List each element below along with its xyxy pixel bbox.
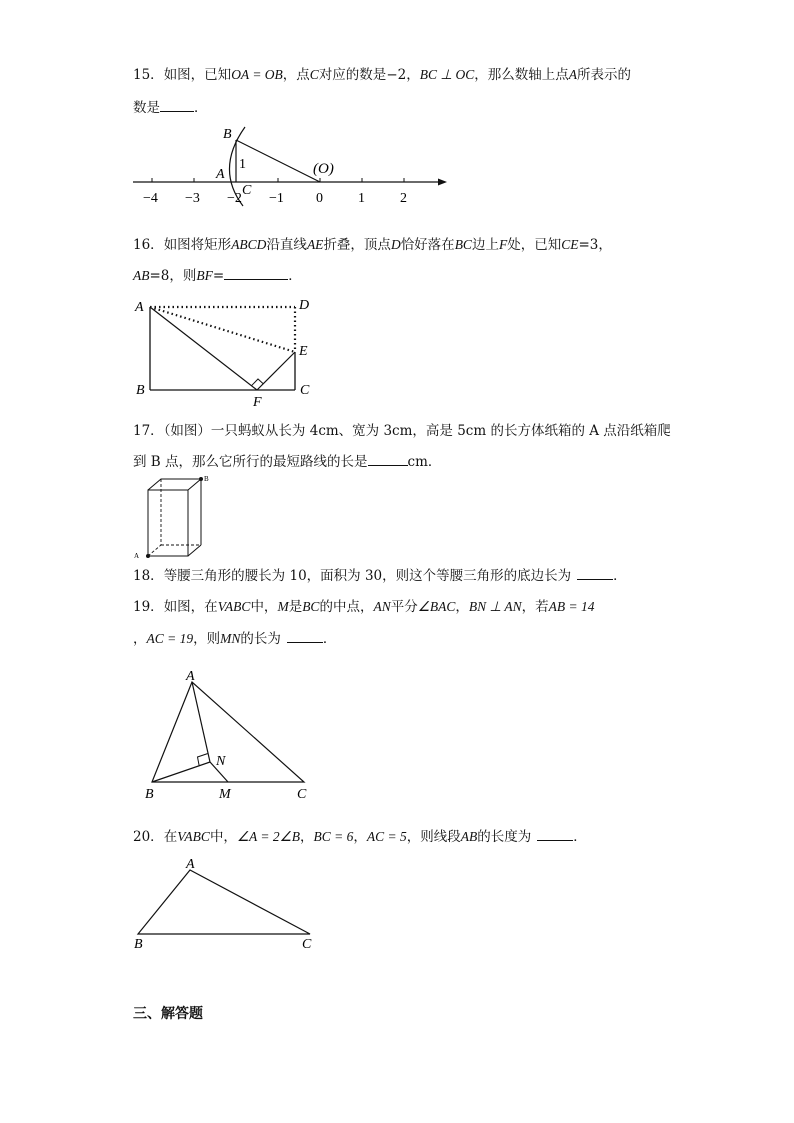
q16-var: BC	[454, 237, 472, 252]
q18-text: 等腰三角形的腰长为 10，面积为 30，则这个等腰三角形的底边长为	[163, 568, 572, 584]
dotted-ae	[150, 307, 295, 352]
q19-var: ∠BAC	[417, 599, 456, 614]
label-b: B	[204, 475, 209, 483]
q16-text: 边上	[471, 237, 499, 253]
label-m: M	[219, 787, 231, 802]
top-face	[148, 479, 201, 490]
q20-var: BC = 6	[313, 829, 354, 844]
tick-label: −4	[143, 191, 158, 206]
q16-text: 处，已知	[507, 237, 562, 253]
label-c: C	[297, 787, 307, 802]
q19-text: 平分	[390, 599, 418, 615]
q15-text: 所表示的	[576, 67, 631, 83]
q19-var: BN ⊥ AN	[468, 599, 522, 614]
q15-text: 对应的数是	[318, 67, 387, 83]
q18-text: ．	[613, 568, 627, 584]
q20-var: AC = 5	[366, 829, 407, 844]
q16-text: 沿直线	[266, 237, 307, 253]
q18-answer-blank[interactable]	[577, 567, 613, 580]
q20-text: ，	[353, 829, 367, 845]
q16-var: AB	[133, 268, 150, 283]
q19-text: ，	[455, 599, 469, 615]
q20-text: ，则线段	[406, 829, 461, 845]
label-b: B	[134, 937, 143, 952]
tick-label: −2	[227, 191, 242, 206]
q19-text-line1	[133, 598, 594, 616]
segment-fe	[257, 352, 295, 390]
label-o: (O)	[313, 161, 334, 177]
q20-triangle-figure	[130, 852, 320, 952]
q19-var: M	[277, 599, 289, 614]
q17-text: cm．	[407, 454, 442, 470]
q19-text: ，	[133, 631, 147, 647]
bottom-right-edge	[188, 545, 201, 556]
label-b: B	[136, 383, 145, 398]
q19-var: AN	[373, 599, 391, 614]
tick-label: 0	[316, 191, 323, 206]
q19-text: ．	[322, 631, 337, 647]
q16-text: 如图将矩形	[163, 237, 232, 253]
q20-var: ∠A = 2∠B	[236, 829, 301, 844]
q16-text: 恰好落在	[400, 237, 455, 253]
q15-number-line-figure	[125, 124, 455, 208]
label-a: A	[134, 552, 140, 560]
q16-answer-blank[interactable]	[224, 267, 288, 280]
q20-answer-blank[interactable]	[537, 828, 573, 841]
hidden-edge	[148, 545, 161, 556]
label-a: A	[186, 669, 195, 684]
label-a: A	[216, 167, 225, 182]
q20-text: 在	[163, 829, 178, 845]
q15-text: ，那么数轴上点	[474, 67, 569, 83]
q17-cuboid-figure	[128, 474, 218, 562]
q15-number: 15．	[133, 67, 164, 83]
label-e: E	[299, 344, 308, 359]
triangle-abc	[152, 682, 304, 782]
tick-label: 2	[400, 191, 407, 206]
label-n: N	[216, 754, 226, 769]
q15-var: A	[568, 67, 577, 82]
q20-text: ．	[573, 829, 587, 845]
segment-an	[192, 682, 210, 762]
q19-text: 如图，在	[163, 599, 218, 615]
label-a: A	[135, 300, 144, 315]
q20-var: VABC	[177, 829, 210, 844]
q20-text: 的长度为	[477, 829, 532, 845]
q19-number: 19．	[133, 599, 164, 615]
q16-var: BF	[196, 268, 213, 283]
tick-label: −3	[185, 191, 200, 206]
q18-text-line	[133, 567, 627, 585]
q15-condition-oa-ob: OA = OB	[231, 67, 283, 82]
q19-text-line2	[133, 630, 336, 648]
segment-bn	[152, 762, 210, 782]
front-face	[148, 490, 188, 556]
q15-value: −2	[386, 67, 407, 83]
q17-text-line2	[133, 453, 441, 471]
segment-bo	[236, 140, 320, 182]
q19-triangle-figure	[140, 668, 320, 806]
tick-label: 1	[358, 191, 365, 206]
q20-text-line	[133, 828, 587, 846]
q15-text: 如图，已知	[163, 67, 232, 83]
q20-number: 20．	[133, 829, 164, 845]
label-b: B	[223, 127, 232, 142]
tick-label: −1	[269, 191, 284, 206]
q20-text: ，	[300, 829, 314, 845]
q16-text: =3，	[578, 237, 612, 253]
q18-number: 18．	[133, 568, 164, 584]
label-b: B	[145, 787, 154, 802]
point-b	[199, 477, 203, 481]
q16-var: CE	[561, 237, 579, 252]
q15-var: C	[309, 67, 319, 82]
q16-text: =8，则	[149, 268, 197, 284]
axis-arrow	[438, 179, 447, 186]
q16-rectangle-fold-figure	[130, 292, 320, 410]
q17-number: 17．	[133, 423, 164, 439]
q16-var: AE	[306, 237, 324, 252]
q19-text: ，则	[193, 631, 221, 647]
q16-text-line1	[133, 236, 612, 254]
q16-text: 折叠，顶点	[323, 237, 391, 253]
q19-text: 的长为	[240, 631, 281, 647]
point-a	[146, 554, 150, 558]
q16-var: ABCD	[231, 237, 267, 252]
q19-text: 中，	[250, 599, 278, 615]
q16-text: =	[212, 268, 225, 284]
q15-condition-perp: BC ⊥ OC	[419, 67, 475, 82]
q20-var: AB	[460, 829, 478, 844]
q17-text: 到 B 点，那么它所行的最短路线的长是	[133, 454, 368, 470]
triangle-abc	[138, 870, 310, 934]
q19-text: ，若	[521, 599, 549, 615]
label-a: A	[186, 857, 195, 872]
label-c: C	[300, 383, 310, 398]
label-one: 1	[239, 157, 246, 172]
q19-text: 是	[288, 599, 303, 615]
label-c: C	[242, 183, 252, 198]
q19-text: 的中点，	[319, 599, 374, 615]
q19-var: BC	[302, 599, 320, 614]
q16-text-line2	[133, 267, 302, 285]
q16-number: 16．	[133, 237, 164, 253]
q19-var: AB = 14	[548, 599, 595, 614]
section-heading: 三、解答题	[133, 1006, 203, 1022]
q16-var: F	[498, 237, 508, 252]
q19-answer-blank[interactable]	[287, 630, 323, 643]
q16-var: D	[390, 237, 401, 252]
q15-text: ，点	[282, 67, 310, 83]
q15-text-line2	[133, 99, 208, 117]
q15-text: 数是	[133, 100, 160, 116]
q19-var: VABC	[217, 599, 251, 614]
q16-text: ．	[288, 268, 302, 284]
q17-text: （如图）一只蚂蚁从长为 4cm、宽为 3cm，高是 5cm 的长方体纸箱的 A 点沿纸箱爬	[163, 423, 671, 439]
q15-text-line1	[133, 66, 631, 84]
q19-var: AC = 19	[146, 631, 194, 646]
q15-answer-blank[interactable]	[160, 99, 194, 112]
segment-af	[150, 307, 257, 390]
q20-text: 中，	[209, 829, 237, 845]
q15-text: ，	[406, 67, 420, 83]
q19-var: MN	[220, 631, 241, 646]
q17-text-line1	[133, 422, 671, 440]
label-c: C	[302, 937, 312, 952]
label-f: F	[253, 395, 262, 410]
q15-text: ．	[194, 100, 208, 116]
label-d: D	[299, 298, 310, 313]
q17-answer-blank[interactable]	[368, 453, 408, 466]
